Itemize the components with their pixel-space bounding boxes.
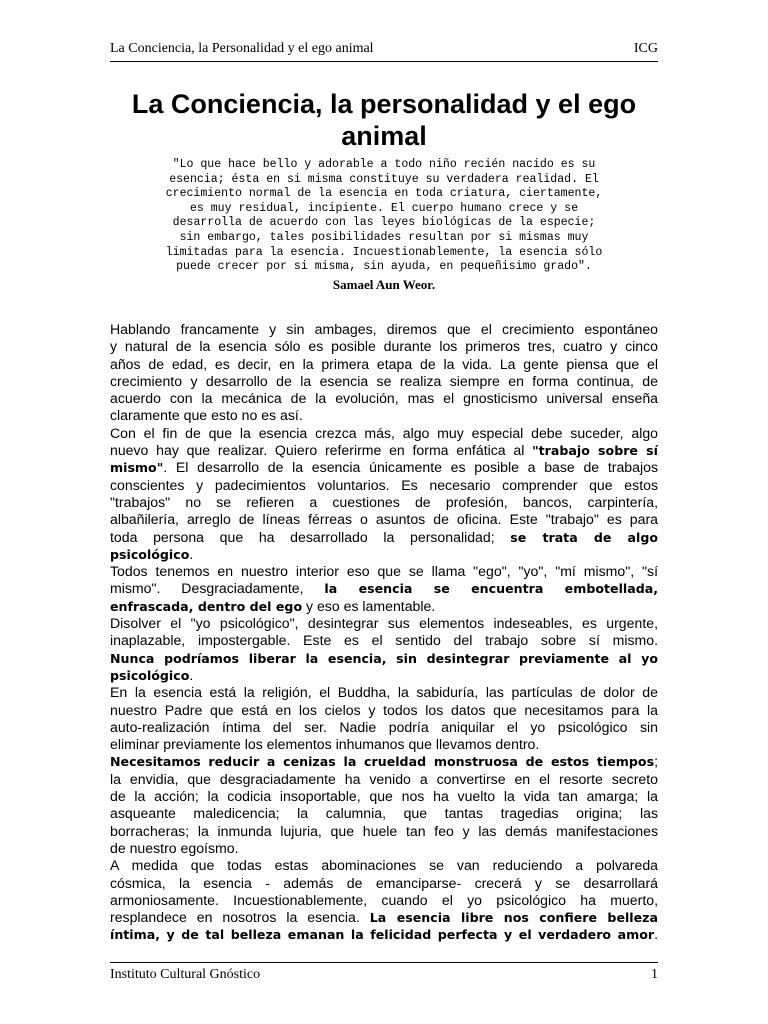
body-line: asqueante maledicencia; la calumnia, que tantas tragedias origina; las — [110, 805, 658, 822]
bold-emphasis: Necesitamos reducir a cenizas la crueldad monstruosa de estos tiempos — [110, 754, 655, 770]
body-line — [110, 459, 658, 476]
body-text-run: . — [189, 545, 194, 562]
body-text-run: ; — [654, 753, 658, 770]
body-text-run: y eso es lamentable. — [302, 597, 436, 614]
body-line: acuerdo con la mecánica de la evolución, mas el gnosticismo universal enseña — [110, 390, 658, 407]
body-line: y natural de la esencia sólo es posible durante los primeros tres, cuatro y cinco — [110, 338, 658, 355]
body-line: armoniosamente. Incuestionablemente, cuando el yo psicológico ha muerto, — [110, 891, 658, 908]
body-line — [110, 909, 658, 926]
page-number: 1 — [651, 967, 658, 982]
bold-emphasis: La esencia libre nos confiere belleza — [369, 910, 658, 926]
body-line: años de edad, es decir, en la primera etapa de la vida. La gente piensa que el — [110, 355, 658, 372]
body-line: crecimiento y desarrollo de la esencia se realiza siempre en forma continua, de — [110, 372, 658, 389]
running-header — [110, 41, 658, 62]
body-line — [110, 667, 658, 684]
body-text-run: mismo". Desgraciadamente, — [110, 580, 325, 597]
body-line — [110, 598, 658, 615]
body-line: "trabajos" no se refieren a cuestiones de profesión, bancos, carpintería, — [110, 493, 658, 510]
epigraph-line: esencia; ésta en si misma constituye su verdadera realidad. El — [169, 172, 599, 186]
bold-emphasis: íntima, y de tal belleza emanan la felicidad perfecta y el verdadero amor — [110, 927, 655, 943]
body-line: la envidia, que desgraciadamente ha venido a convertirse en el resorte secreto — [110, 770, 658, 787]
body-text-run: . — [654, 926, 658, 943]
body-line: cósmica, la esencia - además de emanciparse- crecerá y se desarrollará — [110, 874, 658, 891]
body-text-run: toda persona que ha desarrollado la personalidad; — [110, 528, 511, 545]
bold-emphasis: mismo" — [110, 460, 164, 476]
body-line: nuestro Padre que está en los cielos y todos los datos que necesitamos para la — [110, 701, 658, 718]
body-text-run: . — [189, 666, 194, 683]
epigraph-line: limitadas para la esencia. Incuestionablemente, la esencia sólo — [165, 245, 603, 259]
epigraph-quote — [140, 158, 628, 275]
body-text-run: . El desarrollo de la esencia únicamente es posible a base de trabajos — [163, 459, 658, 476]
body-line: inaplazable, impostergable. Este es el sentido del trabajo sobre sí mismo. — [110, 632, 658, 649]
body-line: Todos tenemos en nuestro interior eso que se llama "ego", "yo", "mí mismo", "sí — [110, 563, 658, 580]
body-text — [110, 321, 658, 944]
body-line: de la acción; la codicia insoportable, que nos ha vuelto la vida tan amarga; la — [110, 788, 658, 805]
body-line: claramente que esto no es así. — [110, 407, 303, 424]
epigraph-author: Samael Aun Weor. — [332, 277, 436, 292]
epigraph-line: desarrolla de acuerdo con las leyes biológicas de la especie; — [172, 216, 596, 230]
title-line: animal — [341, 121, 427, 151]
bold-emphasis: psicológico — [110, 546, 190, 562]
bold-emphasis: enfrascada, dentro del ego — [110, 598, 303, 614]
footer-organization: Instituto Cultural Gnóstico — [110, 967, 261, 982]
epigraph-line: crecimiento normal de la esencia en toda criatura, ciertamente, — [165, 187, 603, 201]
title-line: La Conciencia, la personalidad y el ego — [131, 89, 637, 119]
body-line — [110, 442, 658, 459]
body-line — [110, 580, 658, 597]
epigraph-line: puede crecer por si misma, sin ayuda, en pequeñisimo grado". — [176, 260, 592, 274]
org-initials: ICG — [633, 41, 658, 56]
body-line: Con el fin de que la esencia crezca más, algo muy especial debe suceder, algo — [110, 424, 658, 441]
body-text-run: nuevo hay que realizar. Quiero referirme en forma enfática al — [110, 442, 533, 459]
body-line: borracheras; la inmunda lujuria, que huele tan feo y las demás manifestaciones — [110, 822, 658, 839]
bold-emphasis: la esencia se encuentra embotellada, — [324, 581, 658, 597]
bold-emphasis: se trata de algo — [510, 529, 658, 545]
body-line: de nuestro egoísmo. — [110, 839, 239, 856]
body-line: Nunca podríamos liberar la esencia, sin desintegrar previamente al yo — [110, 650, 658, 666]
bold-emphasis: psicológico — [110, 667, 190, 683]
body-line: eliminar previamente los elementos inhumanos que llevamos dentro. — [110, 736, 540, 753]
body-line: auto-realización íntima del ser. Nadie podría aniquilar el yo psicológico sin — [110, 718, 658, 735]
body-line: En la esencia está la religión, el Buddha, la sabiduría, las partículas de dolor de — [110, 684, 658, 701]
body-line: albañilería, arreglo de líneas férreas o asuntos de oficina. Este "trabajo" es para — [110, 511, 658, 528]
body-line — [110, 753, 658, 770]
epigraph-line: "Lo que hace bello y adorable a todo niño recién nacido es su — [172, 158, 596, 171]
body-line: Hablando francamente y sin ambages, diremos que el crecimiento espontáneo — [110, 321, 658, 337]
epigraph-line: sin embargo, tales posibilidades resultan por si mismas muy — [179, 230, 589, 244]
epigraph-line: es muy residual, incipiente. El cuerpo humano crece y se — [189, 201, 579, 215]
body-line — [110, 529, 658, 546]
body-line — [110, 926, 658, 943]
running-title: La Conciencia, la Personalidad y el ego animal — [110, 41, 374, 56]
running-footer — [110, 962, 658, 985]
body-line: A medida que todas estas abominaciones se van reduciendo a polvareda — [110, 857, 658, 874]
document-title — [110, 88, 658, 152]
body-line — [110, 546, 658, 563]
body-line: conscientes y padecimientos voluntarios. Es necesario comprender que estos — [110, 476, 658, 493]
bold-emphasis: "trabajo sobre sí — [532, 443, 658, 459]
body-line: Disolver el "yo psicológico", desintegrar sus elementos indeseables, es urgente, — [110, 615, 658, 632]
body-text-run: resplandece en nosotros la esencia. — [110, 909, 370, 926]
